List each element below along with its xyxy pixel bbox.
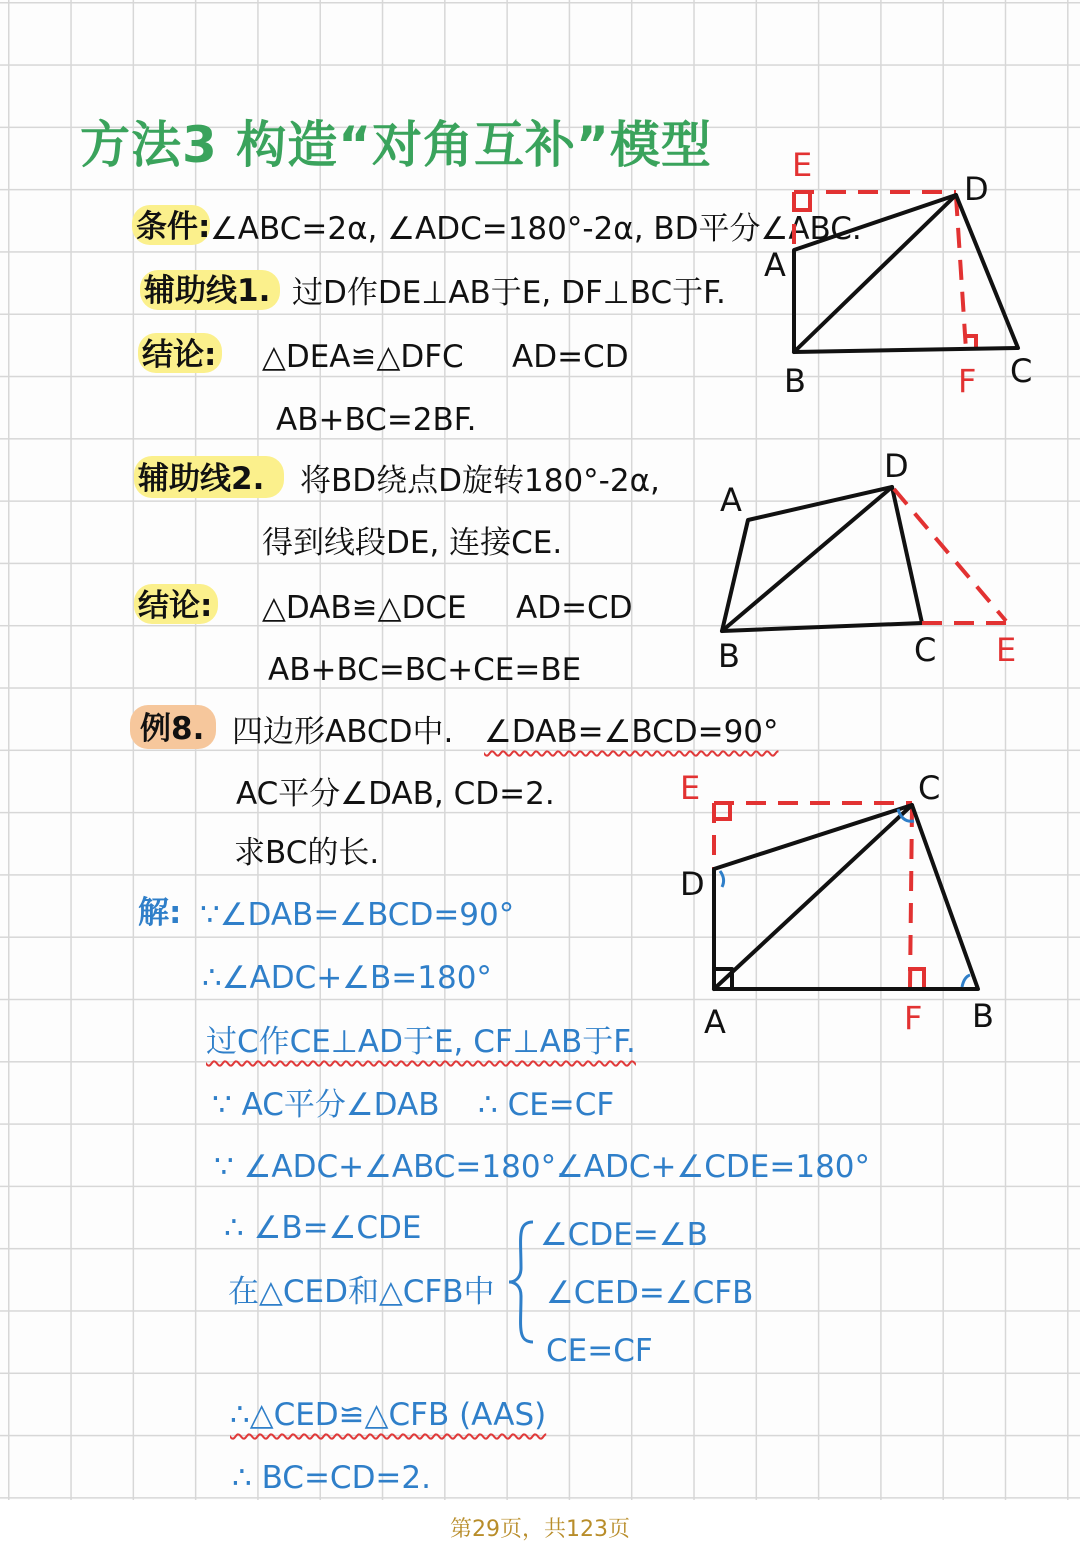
fig1-diagonal-BD	[794, 195, 956, 352]
fig1-quadrilateral	[794, 195, 1018, 352]
fig3-label-F: F	[904, 999, 923, 1037]
fig3-label-D: D	[680, 865, 705, 903]
condition-text: ∠ABC=2α, ∠ADC=180°-2α, BD平分∠ABC.	[210, 211, 862, 247]
solution-step4b: ∴ CE=CF	[478, 1087, 615, 1123]
system-line3: CE=CF	[546, 1333, 653, 1369]
fig1-right-angle-E	[794, 192, 810, 210]
aux2-line2: 得到线段DE, 连接CE.	[262, 525, 563, 561]
system-line1: ∠CDE=∠B	[540, 1217, 708, 1253]
example-label: 例8.	[140, 711, 205, 747]
fig1-label-C: C	[1010, 352, 1033, 390]
solution-answer: ∴ BC=CD=2.	[232, 1460, 431, 1496]
fig3-right-angle-E	[714, 803, 730, 819]
aux2-line1: 将BD绕点D旋转180°-2α,	[300, 463, 660, 499]
fig3-diagonal-AC	[714, 805, 912, 989]
conclusion2-equal-sides: AD=CD	[516, 590, 633, 626]
conclusion1-equal-sides: AD=CD	[512, 339, 629, 375]
solution-step5a: ∵ ∠ADC+∠ABC=180°.	[214, 1149, 566, 1185]
solution-step6: ∴ ∠B=∠CDE	[224, 1210, 422, 1246]
aux1-label: 辅助线1.	[144, 273, 271, 309]
fig3-quadrilateral	[714, 805, 978, 989]
fig3-label-A: A	[704, 1003, 726, 1041]
fig1-label-B: B	[784, 362, 806, 400]
example-line2: AC平分∠DAB, CD=2.	[236, 776, 555, 812]
solution-step4a: ∵ AC平分∠DAB	[212, 1087, 440, 1123]
solution-step3: 过C作CE⊥AD于E, CF⊥AB于F.	[206, 1024, 636, 1060]
fig1-label-F: F	[958, 362, 977, 400]
figure-1	[760, 140, 1060, 410]
example-question: 求BC的长.	[234, 835, 380, 871]
system-brace	[505, 1218, 541, 1346]
solution-step1: ∵∠DAB=∠BCD=90°	[200, 897, 515, 933]
conclusion2-sum: AB+BC=BC+CE=BE	[268, 652, 582, 688]
conclusion1-congruence: △DEA≌△DFC	[262, 339, 464, 375]
fig3-label-E: E	[680, 769, 701, 807]
page-title: 方法3 构造“对角互补”模型	[80, 116, 712, 174]
system-line2: ∠CED=∠CFB	[546, 1275, 754, 1311]
fig3-label-B: B	[972, 997, 994, 1035]
fig2-label-E: E	[996, 631, 1017, 669]
conclusion2-congruence: △DAB≌△DCE	[262, 590, 467, 626]
fig1-label-D: D	[964, 170, 989, 208]
fig1-label-A: A	[764, 246, 786, 284]
figure-3	[670, 765, 1030, 1055]
solution-step8: ∴△CED≌△CFB (AAS)	[230, 1397, 547, 1433]
fig2-label-B: B	[718, 637, 740, 675]
solution-step7: 在△CED和△CFB中	[228, 1274, 495, 1310]
example-given-angles: ∠DAB=∠BCD=90°	[484, 714, 779, 750]
fig2-line-DE	[894, 489, 1006, 621]
fig2-label-D: D	[884, 447, 909, 485]
aux2-label: 辅助线2.	[138, 461, 265, 497]
conclusion2-label: 结论:	[138, 588, 213, 624]
condition-label: 条件:	[136, 209, 211, 245]
aux1-text: 过D作DE⊥AB于E, DF⊥BC于F.	[292, 275, 726, 311]
fig3-label-C: C	[918, 769, 941, 807]
conclusion1-label: 结论:	[142, 337, 217, 373]
fig2-quadrilateral	[722, 487, 922, 631]
solution-step2: ∴∠ADC+∠B=180°	[202, 960, 492, 996]
fig3-angle-mark-B	[962, 975, 970, 987]
conclusion1-sum: AB+BC=2BF.	[276, 402, 477, 438]
page-number-footer: 第29页，共123页	[450, 1517, 630, 1542]
solution-label: 解:	[138, 895, 182, 931]
fig2-diagonal-BD	[722, 487, 892, 631]
fig3-line-CF	[910, 807, 912, 987]
example-line1a: 四边形ABCD中.	[232, 714, 454, 750]
fig2-label-C: C	[914, 631, 937, 669]
solution-step5b: ∠ADC+∠CDE=180°	[556, 1149, 871, 1185]
fig3-angle-mark-D	[720, 871, 724, 887]
fig1-label-E: E	[792, 146, 813, 184]
figure-2	[710, 445, 1040, 685]
fig2-label-A: A	[720, 481, 742, 519]
